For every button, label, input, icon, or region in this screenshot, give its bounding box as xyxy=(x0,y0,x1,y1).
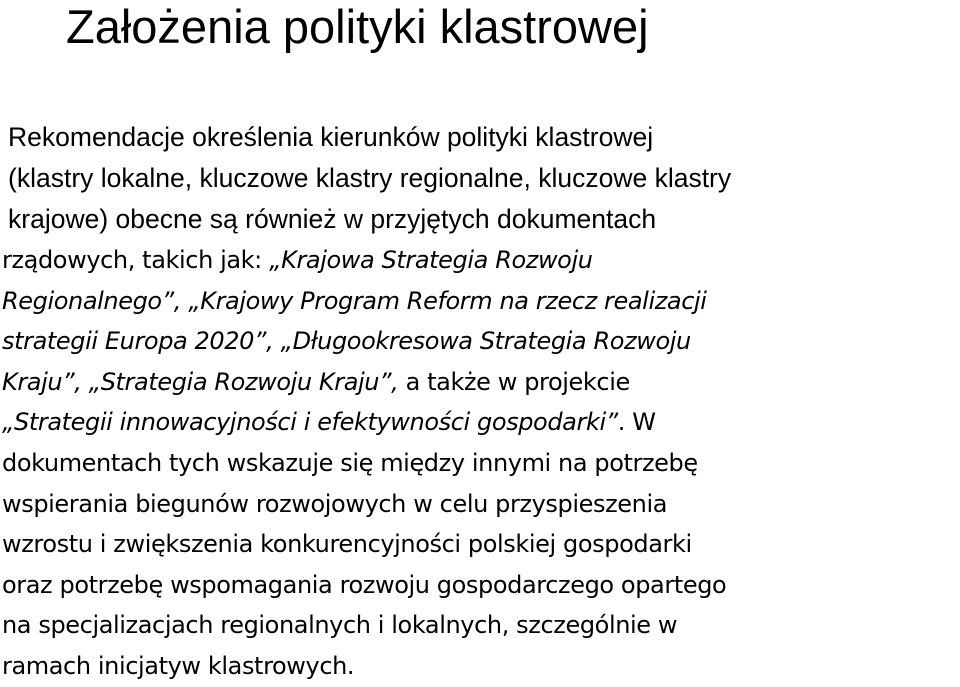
paragraph-line xyxy=(2,240,960,281)
document-title-text: „Strategii innowacyjności i efektywności gospodarki” xyxy=(2,408,618,437)
paragraph-line: ramach inicjatyw klastrowych. xyxy=(2,651,355,680)
paragraph-line: dokumentach tych wskazuje się między innymi na potrzebę xyxy=(2,448,698,477)
paragraph-line: oraz potrzebę wspomagania rozwoju gospodarczego opartego xyxy=(2,570,727,599)
slide-title: Założenia polityki klastrowej xyxy=(66,0,649,53)
paragraph-intro xyxy=(8,117,960,240)
plain-text: rządowych, takich jak: xyxy=(2,246,270,274)
paragraph-line: wspierania biegunów rozwojowych w celu przyspieszenia xyxy=(2,489,668,518)
document-title-text: strategii Europa 2020”, „Długookresowa Strategia Rozwoju xyxy=(2,327,691,356)
plain-text: a także w projekcie xyxy=(398,367,630,396)
plain-text: . W xyxy=(617,408,656,437)
paragraph-line xyxy=(2,321,960,362)
paragraph-line: krajowe) obecne są również w przyjętych dokumentach xyxy=(8,204,657,234)
document-title-text: „Krajowa Strategia Rozwoju xyxy=(269,246,593,274)
paragraph-line: (klastry lokalne, kluczowe klastry regionalne, kluczowe klastry xyxy=(8,163,732,193)
paragraph-line xyxy=(2,362,960,403)
paragraph-line: na specjalizacjach regionalnych i lokalnych, szczególnie w xyxy=(2,611,678,640)
paragraph-line: Rekomendacje określenia kierunków polityki klastrowej xyxy=(8,122,654,152)
paragraph-body xyxy=(2,240,960,687)
paragraph-line xyxy=(2,402,960,443)
paragraph-line xyxy=(2,281,960,322)
paragraph-line: wzrostu i zwiększenia konkurencyjności polskiej gospodarki xyxy=(2,530,692,559)
document-title-text: Kraju”, „Strategia Rozwoju Kraju”, xyxy=(2,367,399,396)
document-title-text: Regionalnego”, „Krajowy Program Reform na rzecz realizacji xyxy=(2,286,707,315)
